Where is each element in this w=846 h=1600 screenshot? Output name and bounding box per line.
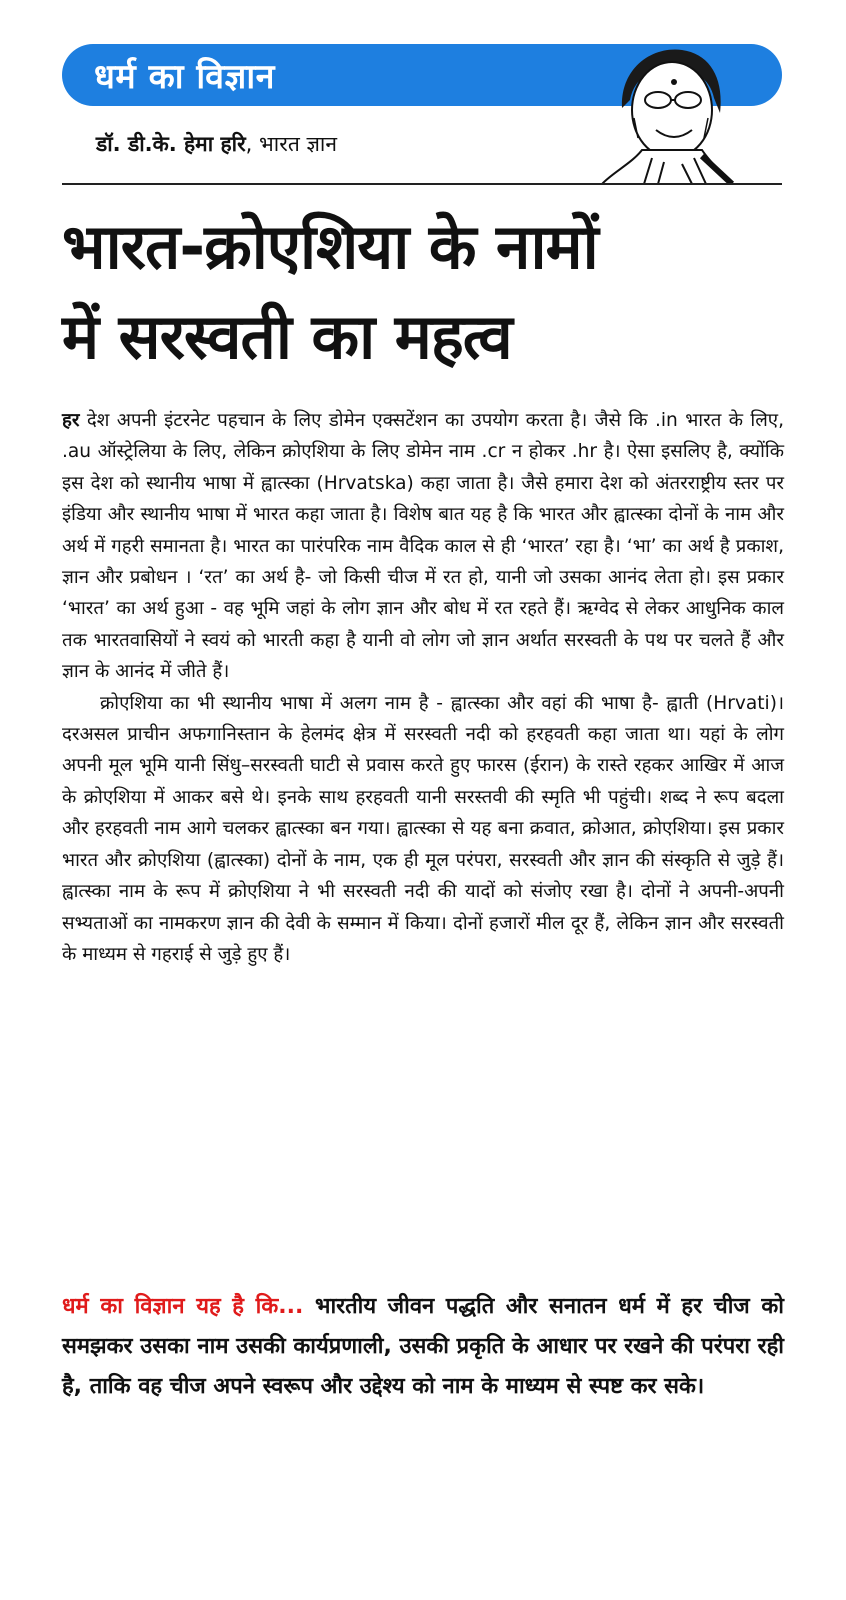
portrait-face xyxy=(632,62,712,158)
paragraph-1-text: देश अपनी इंटरनेट पहचान के लिए डोमेन एक्सटेंशन का उपयोग करता है। जैसे कि .in भारत के लिए, .au ऑस्ट्रेलिया के लिए, लेकिन क्रोएशिया के लिए डोमेन नाम .cr न होकर .hr है। ऐसा इसलिए है, क्योंकि इस देश को स्थानीय भाषा में ह्वात्स्का (Hrvatska) कहा जाता है। जैसे हमारा देश को अंतरराष्ट्रीय स्तर पर इंडिया और स्थानीय भाषा में भारत कहा जाता है। विशेष बात यह है कि भारत और ह्वात्स्का दोनों के नाम और अर्थ में गहरी समानता है। भारत का पारंपरिक नाम वैदिक काल से ही ‘भारत’ रहा है। ‘भा’ का अर्थ है प्रकाश, ज्ञान और प्रबोधन । ‘रत’ का अर्थ है- जो किसी चीज में रत हो, यानी जो उसका आनंद लेता हो। इस प्रकार ‘भारत’ का अर्थ हुआ - वह भूमि जहां के लोग ज्ञान और बोध में रत रहते हैं। ऋग्वेद से लेकर आधुनिक काल तक भारतवासियों ने स्वयं को भारती कहा है यानी वो लोग जो ज्ञान अर्थात सरस्वती के पथ पर चलते हैं और ज्ञान के आनंद में जीते हैं। xyxy=(62,410,784,683)
author-affiliation: भारत ज्ञान xyxy=(259,132,338,156)
conclusion-lead: धर्म का विज्ञान यह है कि... xyxy=(62,1294,304,1319)
byline-separator: , xyxy=(245,132,260,156)
header-divider xyxy=(62,183,782,185)
column-header xyxy=(62,38,782,188)
column-title: धर्म का विज्ञान xyxy=(94,57,276,97)
author-name: डॉ. डी.के. हेमा हरि xyxy=(96,132,246,156)
paragraph-1 xyxy=(62,405,784,688)
headline-line-1: भारत-क्रोएशिया के नामों xyxy=(62,210,598,283)
headline-line-2: में सरस्वती का महत्व xyxy=(62,300,512,373)
paragraph-2: क्रोएशिया का भी स्थानीय भाषा में अलग नाम है - ह्वात्स्का और वहां की भाषा है- ह्वाती (Hrvati)। दरअसल प्राचीन अफगानिस्तान के हेलमंद क्षेत्र में सरस्वती नदी को हरहवती कहा जाता था। यहां के लोग अपनी मूल भूमि यानी सिंधु–सरस्वती घाटी से प्रवास करते हुए फारस (ईरान) के रास्ते रहकर आखिर में आज के क्रोएशिया में आकर बसे थे। इनके साथ हरहवती यानी सरस्तवी की स्मृति भी पहुंची। शब्द ने रूप बदला और हरहवती नाम आगे चलकर ह्वात्स्का बन गया। ह्वात्स्का से यह बना क्रवात, क्रोआत, क्रोएशिया। इस प्रकार भारत और क्रोएशिया (ह्वात्स्का) दोनों के नाम, एक ही मूल परंपरा, सरस्वती और ज्ञान की संस्कृति से जुड़े हैं। ह्वात्स्का नाम के रूप में क्रोएशिया ने भी सरस्वती नदी की यादों को संजोए रखा है। दोनों ने अपनी-अपनी सभ्यताओं का नामकरण ज्ञान की देवी के सम्मान में किया। दोनों हजारों मील दूर हैं, लेकिन ज्ञान और सरस्वती के माध्यम से गहराई से जुड़े हुए हैं। xyxy=(62,692,784,965)
byline xyxy=(96,130,337,158)
article-headline xyxy=(62,202,782,382)
author-portrait xyxy=(582,38,742,184)
lead-word: हर xyxy=(62,410,80,431)
portrait-bindi xyxy=(671,79,677,85)
article-body xyxy=(62,405,784,970)
article-conclusion xyxy=(62,1287,784,1407)
conclusion-text: भारतीय जीवन पद्धति और सनातन धर्म में हर चीज को समझकर उसका नाम उसकी कार्यप्रणाली, उसकी प्रकृति के आधार पर रखने की परंपरा रही है, ताकि वह चीज अपने स्वरूप और उद्देश्य को नाम के माध्यम से स्पष्ट कर सके। xyxy=(62,1294,784,1399)
